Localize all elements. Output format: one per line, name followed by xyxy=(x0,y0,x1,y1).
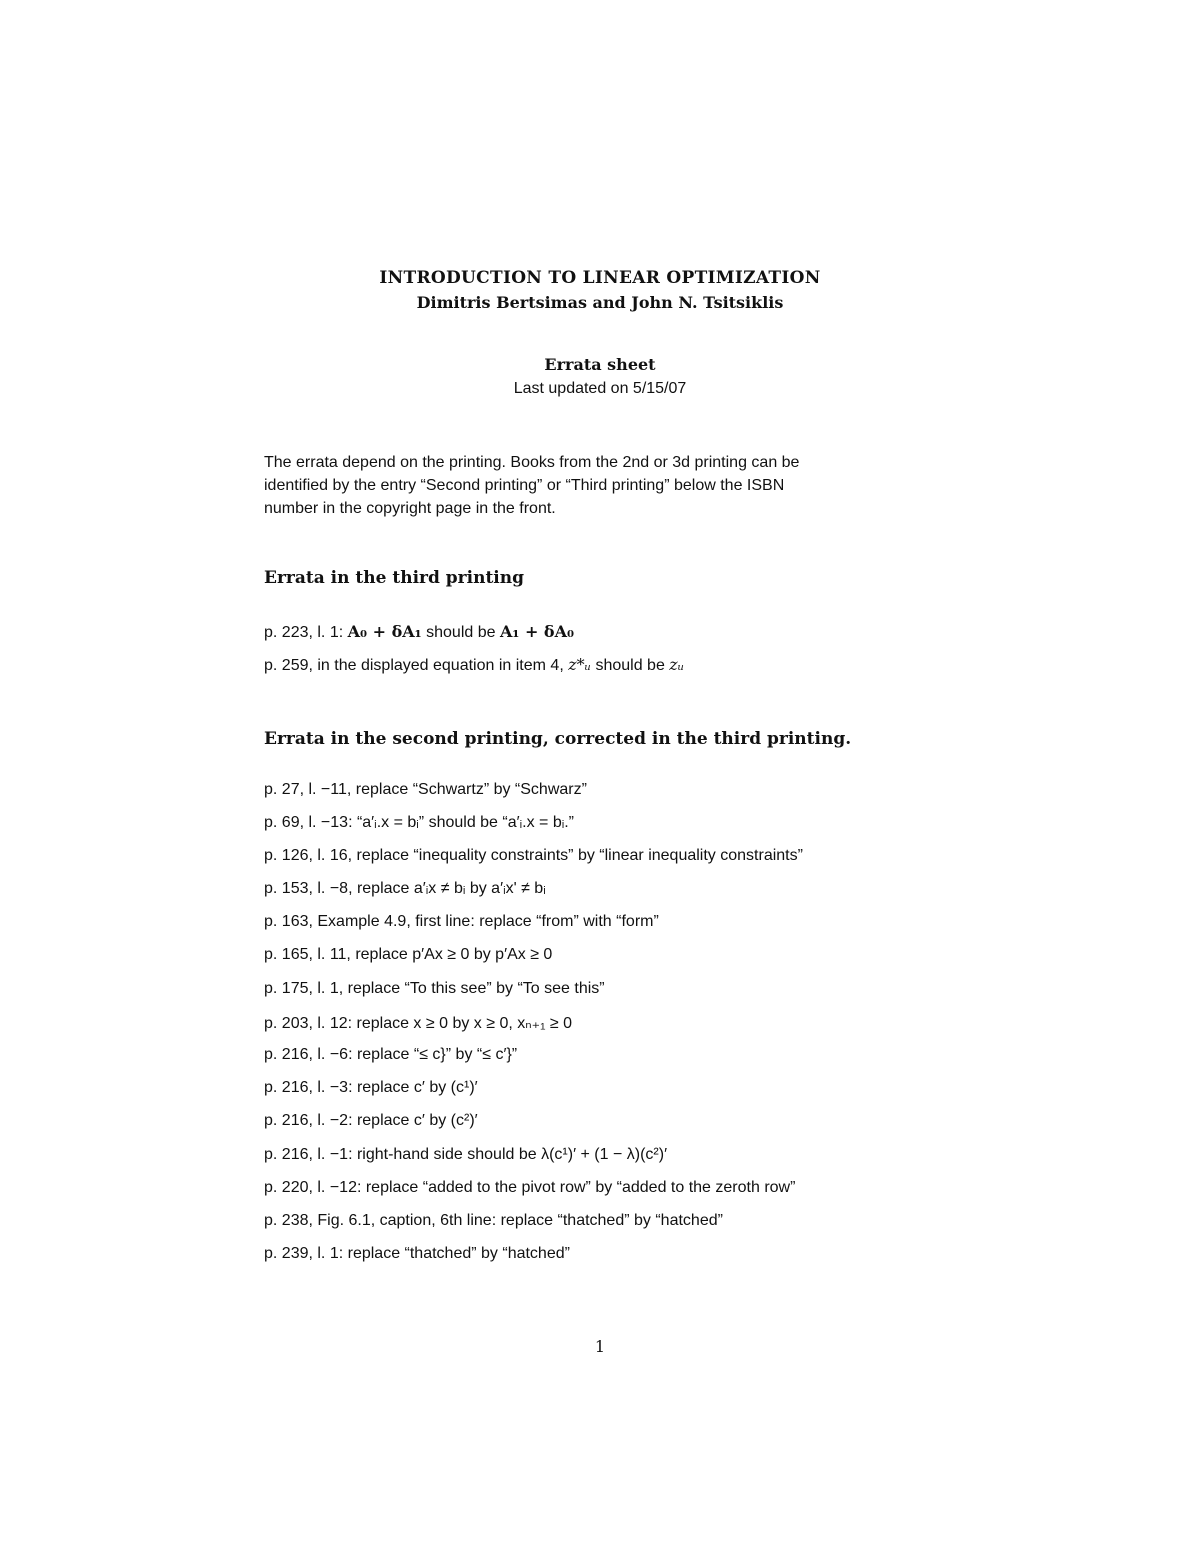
errata-entry: p. 216, l. −1: right-hand side should be λ(c¹)′ + (1 − λ)(c²)′ xyxy=(264,1146,668,1163)
entry-mid: should be xyxy=(421,624,500,641)
errata-entry: p. 163, Example 4.9, first line: replace “from” with “form” xyxy=(264,913,659,930)
errata-entry xyxy=(264,655,684,675)
intro-line: number in the copyright page in the front. xyxy=(264,500,556,517)
errata-entry: p. 216, l. −3: replace c′ by (c¹)′ xyxy=(264,1079,478,1096)
errata-entry: p. 126, l. 16, replace “inequality constraints” by “linear inequality constraints” xyxy=(264,847,803,864)
section-heading-third-printing: Errata in the third printing xyxy=(264,568,525,588)
errata-entry: p. 69, l. −13: “a′ᵢ.x = bᵢ” should be “a′ᵢ.x = bᵢ.” xyxy=(264,814,575,831)
entry-wrong-expression: A₀ + δA₁ xyxy=(347,622,422,641)
errata-entry: p. 220, l. −12: replace “added to the pivot row” by “added to the zeroth row” xyxy=(264,1179,796,1196)
authors: Dimitris Bertsimas and John N. Tsitsiklis xyxy=(416,293,784,312)
errata-entry: p. 153, l. −8, replace a′ᵢx ≠ bᵢ by a′ᵢx' ≠ bᵢ xyxy=(264,880,546,897)
section-heading-second-printing: Errata in the second printing, corrected in the third printing. xyxy=(264,729,852,749)
entry-mid: should be xyxy=(591,657,670,674)
entry-right-expression: A₁ + δA₀ xyxy=(499,622,575,641)
entry-wrong-expression: z*ᵤ xyxy=(568,655,592,674)
errata-entry: p. 165, l. 11, replace p′Ax ≥ 0 by p′Ax ≥ 0 xyxy=(264,946,553,963)
entry-prefix: p. 259, in the displayed equation in item 4, xyxy=(264,657,569,674)
errata-entry xyxy=(264,622,574,642)
intro-paragraph xyxy=(264,451,944,520)
errata-entry: p. 239, l. 1: replace “thatched” by “hatched” xyxy=(264,1245,570,1262)
errata-entry: p. 216, l. −6: replace “≤ c}” by “≤ c′}” xyxy=(264,1046,518,1063)
last-updated: Last updated on 5/15/07 xyxy=(513,380,687,397)
intro-line: identified by the entry “Second printing” or “Third printing” below the ISBN xyxy=(264,477,785,494)
errata-entry: p. 203, l. 12: replace x ≥ 0 by x ≥ 0, xₙ₊₁ ≥ 0 xyxy=(264,1015,573,1032)
entry-right-expression: zᵤ xyxy=(669,655,685,674)
errata-entry: p. 27, l. −11, replace “Schwartz” by “Schwarz” xyxy=(264,781,587,798)
intro-line: The errata depend on the printing. Books from the 2nd or 3d printing can be xyxy=(264,454,800,471)
document-title: INTRODUCTION TO LINEAR OPTIMIZATION xyxy=(379,268,821,288)
errata-sheet-title: Errata sheet xyxy=(544,355,656,374)
page-number: 1 xyxy=(594,1337,606,1356)
entry-prefix: p. 223, l. 1: xyxy=(264,624,348,641)
errata-entry: p. 175, l. 1, replace “To this see” by “To see this” xyxy=(264,980,605,997)
errata-entry: p. 238, Fig. 6.1, caption, 6th line: replace “thatched” by “hatched” xyxy=(264,1212,723,1229)
errata-entry: p. 216, l. −2: replace c′ by (c²)′ xyxy=(264,1112,478,1129)
